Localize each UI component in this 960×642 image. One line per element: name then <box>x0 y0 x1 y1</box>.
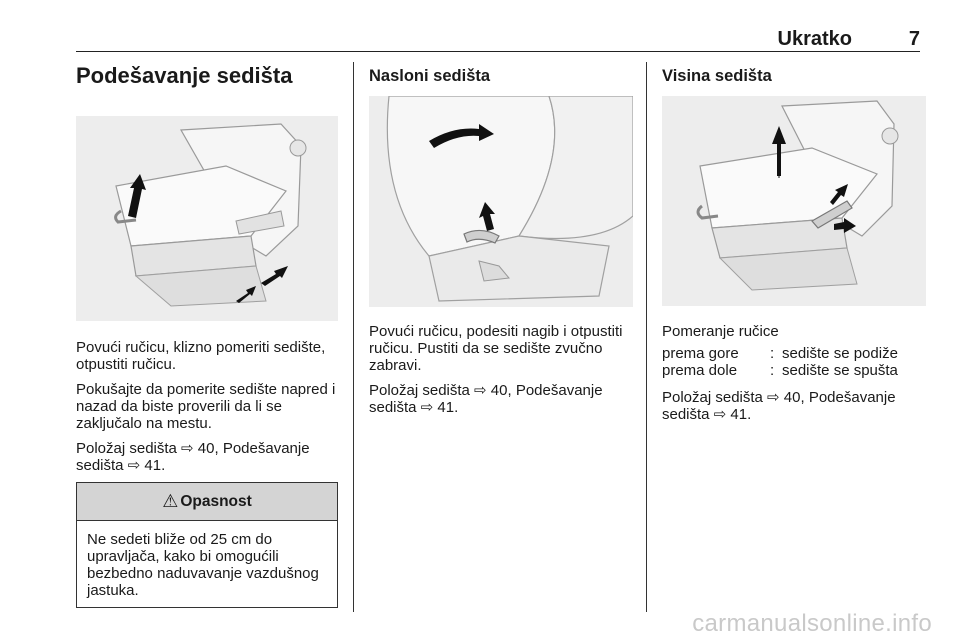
column-divider-1 <box>353 62 354 612</box>
paragraph-reference: Položaj sedišta ⇨ 40, Podešavanje sedišta ⇨ 41. <box>76 440 310 474</box>
paragraph-slide: Povući ručicu, klizno pomeriti sedište, otpustiti ručicu. <box>76 339 326 373</box>
column-seat-height <box>662 60 926 431</box>
column-divider-2 <box>646 62 647 612</box>
warning-text: Ne sedeti bliže od 25 cm do upravljača, kako bi omogućili bezbedno naduvavanje vazdušnog jastuka. <box>87 531 319 599</box>
table-cell-direction: prema dole <box>662 362 738 379</box>
seat-slide-illustration <box>76 116 338 321</box>
backrest-illustration <box>369 96 633 307</box>
page-number: 7 <box>908 28 920 50</box>
section-heading-backrest: Nasloni sedišta <box>369 67 491 85</box>
seat-slide-drawing <box>76 116 338 321</box>
column-seat-backrest <box>369 60 633 424</box>
page-title: Podešavanje sedišta <box>76 63 293 88</box>
paragraph-reference: Položaj sedišta ⇨ 40, Podešavanje sedišta ⇨ 41. <box>369 382 603 416</box>
paragraph-backrest-adjust: Povući ručicu, podesiti nagib i otpustiti ručicu. Pustiti da se sedište zvučno zabravi. <box>369 323 623 374</box>
section-heading-height: Visina sedišta <box>662 67 772 85</box>
table-cell-direction: prema gore <box>662 345 739 362</box>
lever-direction-table <box>662 345 926 379</box>
seat-height-illustration <box>662 96 926 306</box>
warning-icon: ⚠ <box>162 491 179 511</box>
column-seat-adjustment <box>76 60 338 608</box>
table-cell-result: sedište se spušta <box>782 362 898 379</box>
warning-box <box>76 482 338 608</box>
paragraph-check-lock: Pokušajte da pomerite sedište napred i nazad da biste proverili da li se zaključalo na mestu. <box>76 381 336 432</box>
table-cell-separator: : <box>770 345 775 362</box>
section-title: Ukratko <box>777 28 852 50</box>
table-row <box>662 345 926 362</box>
backrest-drawing <box>369 96 633 307</box>
table-cell-separator: : <box>770 362 775 379</box>
seat-height-drawing <box>662 96 926 306</box>
warning-title: Opasnost <box>180 492 252 510</box>
warning-header <box>77 483 337 521</box>
table-cell-result: sedište se podiže <box>782 345 898 362</box>
page-header <box>76 28 920 52</box>
table-row <box>662 362 926 379</box>
watermark: carmanualsonline.info <box>692 610 932 637</box>
paragraph-reference: Položaj sedišta ⇨ 40, Podešavanje sedišta ⇨ 41. <box>662 389 896 423</box>
paragraph-lever-intro: Pomeranje ručice <box>662 323 779 340</box>
